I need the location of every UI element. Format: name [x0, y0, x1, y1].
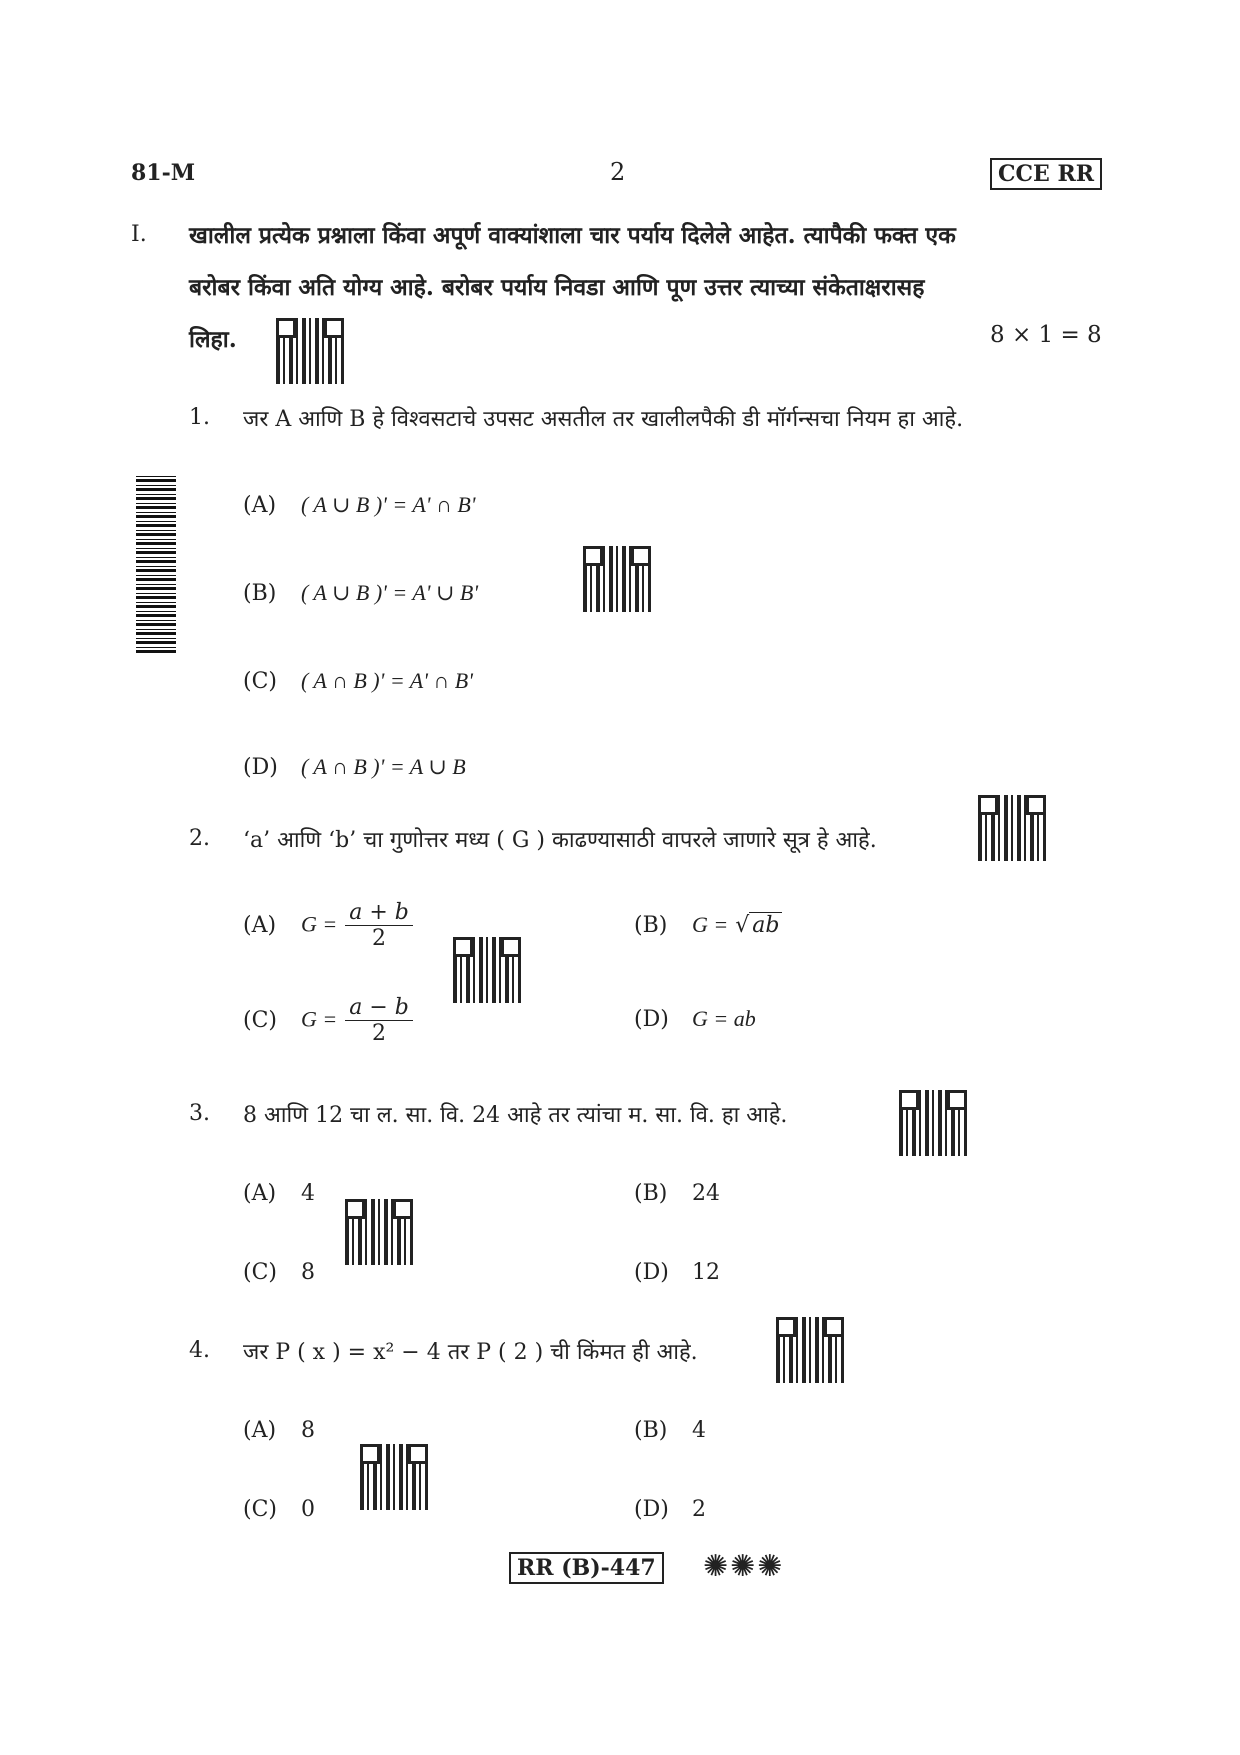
- option-label: (C): [243, 1260, 277, 1285]
- option-text: 4: [692, 1418, 706, 1443]
- qr-code-image: [583, 546, 651, 612]
- question-text: ‘a’ आणि ‘b’ चा गुणोत्तर मध्य ( G ) काढण्यासाठी वापरले जाणारे सूत्र हे आहे.: [243, 828, 877, 853]
- qr-code-image: [360, 1444, 428, 1510]
- option-text: 8: [301, 1260, 315, 1285]
- option-label: (B): [634, 913, 668, 938]
- qr-code-image: [453, 937, 521, 1003]
- option-label: (D): [634, 1007, 669, 1032]
- option: [634, 1181, 720, 1206]
- option: [634, 912, 782, 938]
- option: [634, 1497, 706, 1522]
- option: [634, 1006, 756, 1032]
- option: [634, 1418, 706, 1443]
- option-label: (B): [634, 1181, 668, 1206]
- footer-code: RR (B)-447: [509, 1552, 664, 1584]
- question-number: 3.: [189, 1101, 210, 1126]
- option: [243, 900, 413, 951]
- option-label: (A): [243, 1418, 277, 1443]
- option: [243, 1181, 315, 1206]
- option: [634, 1260, 720, 1285]
- option-text: ( A ∪ B )' = A' ∪ B': [301, 580, 479, 605]
- rosette-symbols: ✺✺✺: [703, 1549, 785, 1584]
- paper-code: 81-M: [131, 160, 196, 186]
- option: [243, 668, 473, 694]
- option: [243, 1497, 315, 1522]
- option-lhs: G =: [301, 911, 338, 937]
- option: [243, 580, 478, 606]
- qr-code-image: [776, 1317, 844, 1383]
- option-text: ( A ∪ B )' = A' ∩ B': [301, 492, 476, 517]
- option-text: 0: [301, 1497, 315, 1522]
- option-text: 4: [301, 1181, 315, 1206]
- instruction-line-2: बरोबर किंवा अति योग्य आहे. बरोबर पर्याय निवडा आणि पूण उत्तर त्याच्या संकेताक्षरासह: [189, 274, 925, 301]
- question-text: जर A आणि B हे विश्वसटाचे उपसट असतील तर खालीलपैकी डी मॉर्गन्सचा नियम हा आहे.: [243, 407, 964, 432]
- option: [243, 995, 413, 1046]
- question-number: 4.: [189, 1338, 210, 1363]
- qr-code-image: [899, 1090, 967, 1156]
- fraction: [345, 900, 413, 951]
- option-lhs: G =: [692, 912, 729, 937]
- question-number: 1.: [189, 405, 210, 430]
- fraction-numerator: a + b: [345, 900, 413, 926]
- option: [243, 1418, 315, 1443]
- section-number: I.: [131, 222, 147, 247]
- sqrt-radicand: ab: [749, 912, 782, 938]
- instruction-line-3: लिहा.: [189, 326, 237, 353]
- question-number: 2.: [189, 826, 210, 851]
- sqrt-symbol: √: [735, 913, 750, 938]
- option-label: (B): [634, 1418, 668, 1443]
- instruction-line-1: खालील प्रत्येक प्रश्नाला किंवा अपूर्ण वाक्यांशाला चार पर्याय दिलेले आहेत. त्यापैकी फक्त एक: [189, 222, 956, 249]
- option-label: (B): [243, 581, 277, 606]
- option-label: (A): [243, 493, 277, 518]
- fraction: [345, 995, 413, 1046]
- option: [243, 754, 466, 780]
- barcode-image: [136, 475, 176, 653]
- option: [243, 1260, 315, 1285]
- qr-code-image: [276, 318, 344, 384]
- option-text: 12: [692, 1260, 720, 1285]
- question-text: जर P ( x ) = x² − 4 तर P ( 2 ) ची किंमत ही आहे.: [243, 1340, 698, 1365]
- page-number: 2: [610, 158, 626, 186]
- fraction-numerator: a − b: [345, 995, 413, 1021]
- fraction-denominator: 2: [372, 1021, 387, 1046]
- option-label: (C): [243, 1497, 277, 1522]
- option-label: (D): [634, 1260, 669, 1285]
- option-text: 24: [692, 1181, 720, 1206]
- option-label: (D): [243, 755, 278, 780]
- option-label: (C): [243, 669, 277, 694]
- option-text: 8: [301, 1418, 315, 1443]
- option-text: ( A ∩ B )' = A ∪ B: [301, 754, 466, 779]
- option-text: 2: [692, 1497, 706, 1522]
- option-lhs: G =: [301, 1006, 338, 1032]
- option-label: (D): [634, 1497, 669, 1522]
- option-label: (C): [243, 1007, 277, 1033]
- question-text: 8 आणि 12 चा ल. सा. वि. 24 आहे तर त्यांचा म. सा. वि. हा आहे.: [243, 1103, 788, 1128]
- fraction-denominator: 2: [372, 926, 387, 951]
- option-text: ( A ∩ B )' = A' ∩ B': [301, 668, 473, 693]
- option-label: (A): [243, 1181, 277, 1206]
- qr-code-image: [345, 1199, 413, 1265]
- option-text: G = ab: [692, 1006, 756, 1031]
- marks-allocation: 8 × 1 = 8: [990, 322, 1102, 348]
- exam-box-label: CCE RR: [990, 158, 1102, 190]
- option-label: (A): [243, 912, 277, 938]
- qr-code-image: [978, 795, 1046, 861]
- option: [243, 492, 476, 518]
